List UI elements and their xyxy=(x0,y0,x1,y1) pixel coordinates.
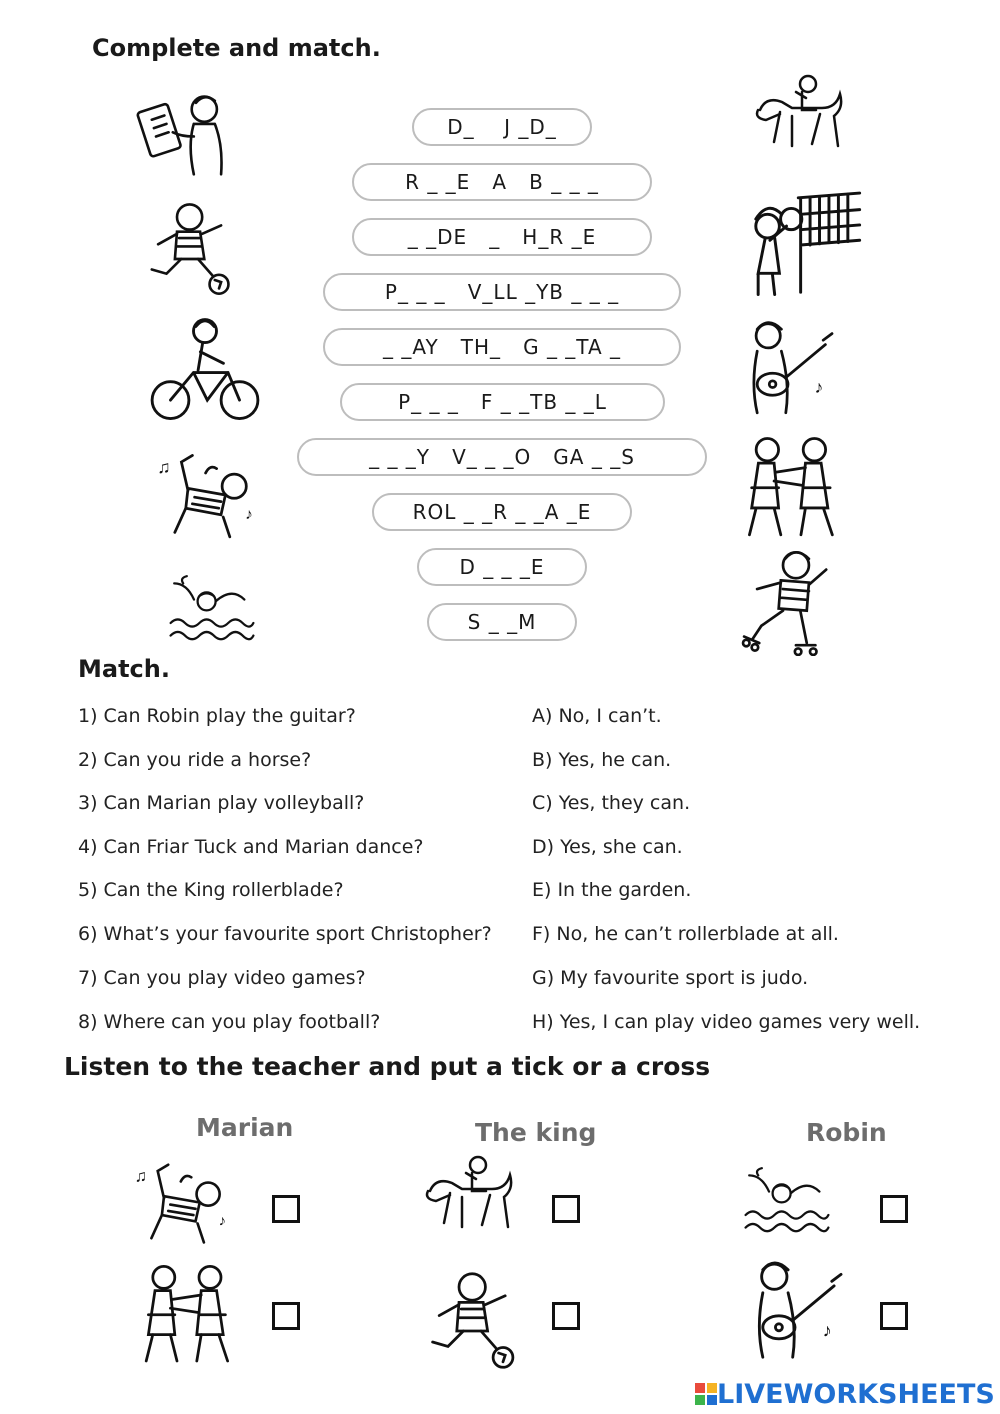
volleyball-girl-icon xyxy=(718,186,888,304)
footer-brand: LIVEWORKSHEETS xyxy=(717,1378,995,1410)
character-label-marian: Marian xyxy=(196,1113,294,1142)
horse-rider-icon xyxy=(405,1155,535,1255)
character-label-king: The king xyxy=(475,1118,597,1147)
answer-item: E) In the garden. xyxy=(532,879,692,901)
tick-box[interactable] xyxy=(552,1302,580,1330)
tick-box[interactable] xyxy=(552,1195,580,1223)
question-item: 2) Can you ride a horse? xyxy=(78,749,312,771)
section2-title: Match. xyxy=(78,655,170,683)
puzzle-pill[interactable]: S _ _M xyxy=(427,603,577,641)
question-item: 7) Can you play video games? xyxy=(78,967,366,989)
puzzle-pill[interactable]: _ _AY TH_ G _ _TA _ xyxy=(323,328,681,366)
cyclist-icon xyxy=(145,315,265,430)
swimmer-icon xyxy=(112,560,312,650)
question-item: 1) Can Robin play the guitar? xyxy=(78,705,356,727)
question-item: 3) Can Marian play volleyball? xyxy=(78,792,365,814)
tablet-boy-icon xyxy=(130,84,245,189)
question-item: 4) Can Friar Tuck and Marian dance? xyxy=(78,836,424,858)
puzzle-pill[interactable]: _ _ _Y V_ _ _O GA _ _S xyxy=(297,438,707,476)
question-item: 6) What’s your favourite sport Christopher? xyxy=(78,923,492,945)
dancer-icon xyxy=(135,440,285,550)
horse-rider-icon xyxy=(735,74,865,174)
question-item: 8) Where can you play football? xyxy=(78,1011,381,1033)
tick-box[interactable] xyxy=(272,1195,300,1223)
swimmer-icon xyxy=(722,1152,852,1242)
puzzle-pill[interactable]: P_ _ _ V_LL _YB _ _ _ xyxy=(323,273,681,311)
rollerblader-icon xyxy=(728,548,838,656)
answer-item: F) No, he can’t rollerblade at all. xyxy=(532,923,839,945)
guitar-girl-icon xyxy=(735,1256,855,1371)
character-label-robin: Robin xyxy=(806,1118,887,1147)
puzzle-pill[interactable]: D _ _ _E xyxy=(417,548,587,586)
football-boy-icon xyxy=(130,196,245,301)
section1-title: Complete and match. xyxy=(92,34,381,62)
footer-logo xyxy=(695,1376,995,1412)
section3-title: Listen to the teacher and put a tick or a cross xyxy=(64,1052,711,1081)
tick-box[interactable] xyxy=(272,1302,300,1330)
tick-box[interactable] xyxy=(880,1302,908,1330)
judo-icon xyxy=(118,1262,258,1372)
question-item: 5) Can the King rollerblade? xyxy=(78,879,344,901)
answer-item: G) My favourite sport is judo. xyxy=(532,967,809,989)
answer-item: A) No, I can’t. xyxy=(532,705,662,727)
answer-item: B) Yes, he can. xyxy=(532,749,672,771)
answer-item: C) Yes, they can. xyxy=(532,792,691,814)
puzzle-pill[interactable]: ROL _ _R _ _A _E xyxy=(372,493,632,531)
tick-box[interactable] xyxy=(880,1195,908,1223)
puzzle-pill[interactable]: _ _DE _ H_R _E xyxy=(352,218,652,256)
puzzle-pill[interactable]: R _ _E A B _ _ _ xyxy=(352,163,652,201)
dancer-icon xyxy=(110,1150,260,1255)
answer-item: H) Yes, I can play video games very well. xyxy=(532,1011,921,1033)
puzzle-pill[interactable]: D_ J _D_ xyxy=(412,108,592,146)
guitar-girl-icon xyxy=(728,316,848,426)
answer-item: D) Yes, she can. xyxy=(532,836,683,858)
judo-icon xyxy=(722,434,862,546)
puzzle-pill[interactable]: P_ _ _ F _ _TB _ _L xyxy=(340,383,665,421)
football-boy-icon xyxy=(410,1265,530,1375)
brand-logo-icon xyxy=(695,1383,717,1405)
